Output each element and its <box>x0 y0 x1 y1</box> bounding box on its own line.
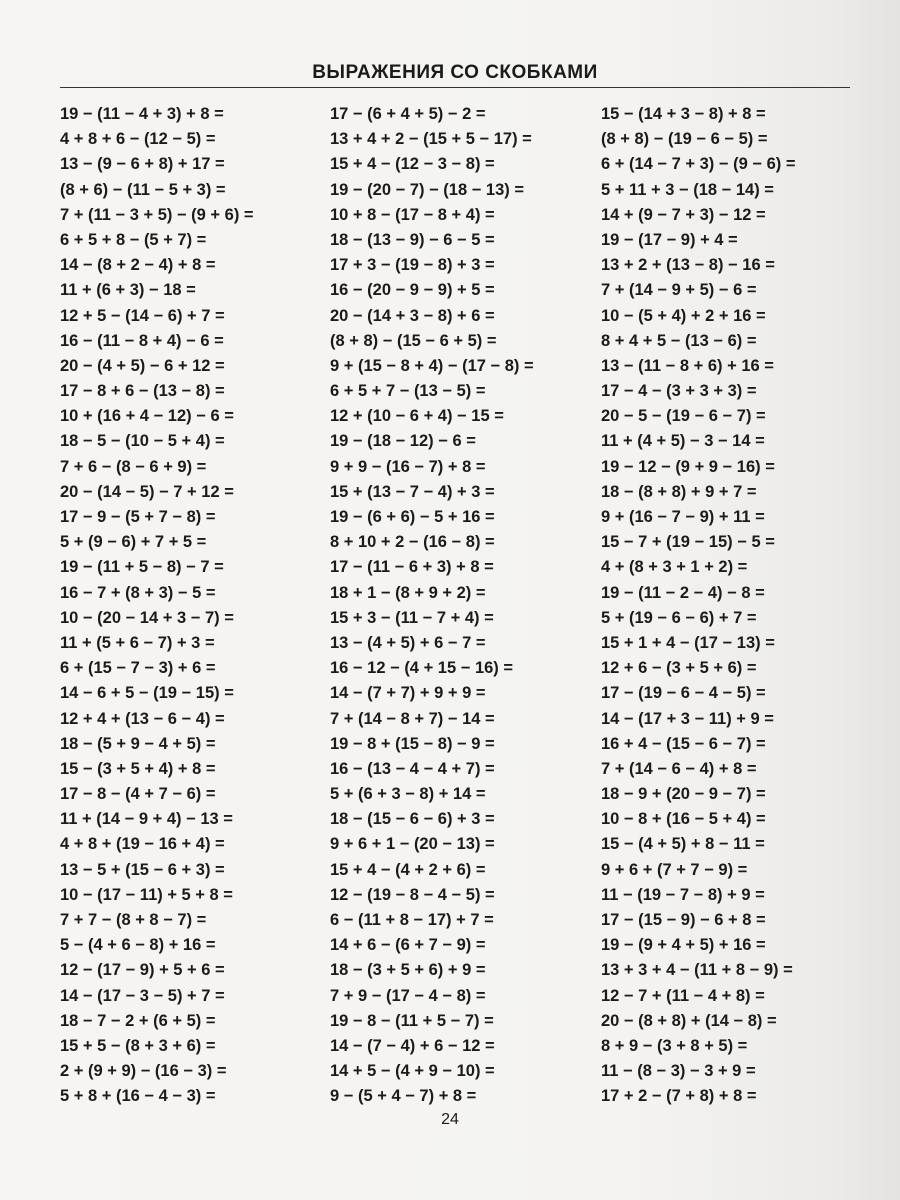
exercise-item: 8 + 9 − (3 + 8 + 5) = <box>601 1036 748 1055</box>
exercise-item: 9 + (15 − 8 + 4) − (17 − 8) = <box>330 356 534 375</box>
exercise-item: 12 − (17 − 9) + 5 + 6 = <box>60 961 225 980</box>
exercise-item: 19 − 8 + (15 − 8) − 9 = <box>330 734 495 753</box>
exercise-item: 16 + 4 − (15 − 6 − 7) = <box>601 734 766 753</box>
exercise-item: 12 − 7 + (11 − 4 + 8) = <box>601 986 765 1005</box>
exercise-item: 19 − 12 − (9 + 9 − 16) = <box>601 457 775 476</box>
page-heading: ВЫРАЖЕНИЯ СО СКОБКАМИ <box>312 62 598 83</box>
exercise-item: 9 + 6 + (7 + 7 − 9) = <box>601 860 748 879</box>
exercise-item: 7 + (14 − 6 − 4) + 8 = <box>601 759 757 778</box>
exercise-item: 18 − (3 + 5 + 6) + 9 = <box>330 961 486 980</box>
exercise-item: 5 − (4 + 6 − 8) + 16 = <box>60 936 216 955</box>
exercise-item: (8 + 8) − (15 − 6 + 5) = <box>330 331 497 350</box>
exercise-item: 6 + (15 − 7 − 3) + 6 = <box>60 659 216 678</box>
exercise-column-1 <box>60 102 254 1110</box>
exercise-item: 14 − (17 + 3 − 11) + 9 = <box>601 709 774 728</box>
exercise-item: 11 − (8 − 3) − 3 + 9 = <box>601 1062 756 1081</box>
exercise-item: 19 − (11 − 4 + 3) + 8 = <box>60 105 224 123</box>
exercise-item: 20 − (8 + 8) + (14 − 8) = <box>601 1011 777 1030</box>
exercise-item: 18 − 7 − 2 + (6 + 5) = <box>60 1011 216 1030</box>
exercise-item: 4 + (8 + 3 + 1 + 2) = <box>601 558 748 577</box>
exercise-item: 20 − 5 − (19 − 6 − 7) = <box>601 407 766 426</box>
exercise-item: 12 + 5 − (14 − 6) + 7 = <box>60 306 225 325</box>
exercise-item: 11 + (6 + 3) − 18 = <box>60 281 196 300</box>
exercise-item: 7 + (11 − 3 + 5) − (9 + 6) = <box>60 205 254 224</box>
exercise-item: 6 + (14 − 7 + 3) − (9 − 6) = <box>601 155 796 174</box>
exercise-item: 19 − (9 + 4 + 5) + 16 = <box>601 936 766 955</box>
exercise-item: 10 + (16 + 4 − 12) − 6 = <box>60 407 234 426</box>
exercise-item: 5 + (9 − 6) + 7 + 5 = <box>60 533 207 552</box>
exercise-item: 7 + 7 − (8 + 8 − 7) = <box>60 911 207 929</box>
exercise-item: 12 + 4 + (13 − 6 − 4) = <box>60 709 225 728</box>
exercise-item: 14 + 5 − (4 + 9 − 10) = <box>330 1062 495 1081</box>
exercise-item: (8 + 8) − (19 − 6 − 5) = <box>601 130 768 149</box>
exercise-item: 8 + 10 + 2 − (16 − 8) = <box>330 533 495 552</box>
exercise-item: 17 − (19 − 6 − 4 − 5) = <box>601 684 766 703</box>
exercise-item: 17 − 9 − (5 + 7 − 8) = <box>60 508 216 526</box>
exercise-item: 6 − (11 + 8 − 17) + 7 = <box>330 911 494 929</box>
exercise-item: 18 − (5 + 9 − 4 + 5) = <box>60 734 216 753</box>
exercise-item: 17 + 2 − (7 + 8) + 8 = <box>601 1087 757 1106</box>
exercise-item: 19 − (11 + 5 − 8) − 7 = <box>60 558 224 577</box>
exercise-item: 12 − (19 − 8 − 4 − 5) = <box>330 885 495 904</box>
exercise-item: 9 + (16 − 7 − 9) + 11 = <box>601 508 765 526</box>
exercise-item: 7 + 9 − (17 − 4 − 8) = <box>330 986 486 1005</box>
exercise-item: 13 − (9 − 6 + 8) + 17 = <box>60 155 225 174</box>
exercise-item: 14 − (8 + 2 − 4) + 8 = <box>60 256 216 275</box>
exercise-item: 18 − 5 − (10 − 5 + 4) = <box>60 432 225 451</box>
exercise-item: 15 + 3 − (11 − 7 + 4) = <box>330 608 494 627</box>
exercise-item: 15 − (14 + 3 − 8) + 8 = <box>601 105 766 123</box>
exercise-item: 19 − (17 − 9) + 4 = <box>601 230 738 249</box>
exercise-item: 18 − 9 + (20 − 9 − 7) = <box>601 785 766 804</box>
exercise-item: 18 − (15 − 6 − 6) + 3 = <box>330 810 495 829</box>
exercise-item: 15 + 4 − (12 − 3 − 8) = <box>330 155 495 174</box>
exercise-item: 19 − (6 + 6) − 5 + 16 = <box>330 508 495 526</box>
exercise-item: 7 + 6 − (8 − 6 + 9) = <box>60 457 207 476</box>
exercise-item: 20 − (4 + 5) − 6 + 12 = <box>60 356 225 375</box>
heading-underline <box>60 87 850 88</box>
exercise-item: 11 + (5 + 6 − 7) + 3 = <box>60 633 215 652</box>
exercise-item: 13 + 3 + 4 − (11 + 8 − 9) = <box>601 961 793 980</box>
exercise-item: 17 − 4 − (3 + 3 + 3) = <box>601 382 757 401</box>
exercise-item: 5 + 8 + (16 − 4 − 3) = <box>60 1087 216 1106</box>
exercise-item: 10 − 8 + (16 − 5 + 4) = <box>601 810 766 829</box>
exercise-item: 15 − 7 + (19 − 15) − 5 = <box>601 533 775 552</box>
exercise-item: 10 − (20 − 14 + 3 − 7) = <box>60 608 234 627</box>
exercise-item: 13 + 2 + (13 − 8) − 16 = <box>601 256 775 275</box>
exercise-item: 2 + (9 + 9) − (16 − 3) = <box>60 1062 227 1081</box>
exercise-item: 19 − (11 − 2 − 4) − 8 = <box>601 583 765 602</box>
exercise-item: 5 + (6 + 3 − 8) + 14 = <box>330 785 486 804</box>
exercise-item: 13 − (4 + 5) + 6 − 7 = <box>330 633 486 652</box>
exercise-item: 18 + 1 − (8 + 9 + 2) = <box>330 583 486 602</box>
page-number: 24 <box>441 1111 459 1128</box>
exercise-item: 17 − 8 + 6 − (13 − 8) = <box>60 382 225 401</box>
exercise-item: 17 − (6 + 4 + 5) − 2 = <box>330 105 486 123</box>
exercise-item: 16 − 7 + (8 + 3) − 5 = <box>60 583 216 602</box>
exercise-item: 13 − 5 + (15 − 6 + 3) = <box>60 860 225 879</box>
exercise-item: 15 + 5 − (8 + 3 + 6) = <box>60 1036 216 1055</box>
exercise-item: 14 − (17 − 3 − 5) + 7 = <box>60 986 225 1005</box>
exercise-item: 11 + (4 + 5) − 3 − 14 = <box>601 432 765 451</box>
exercise-item: 19 − (20 − 7) − (18 − 13) = <box>330 180 525 199</box>
exercise-item: 5 + 11 + 3 − (18 − 14) = <box>601 180 774 199</box>
exercise-item: 9 + 6 + 1 − (20 − 13) = <box>330 835 495 854</box>
exercise-item: 19 − 8 − (11 + 5 − 7) = <box>330 1011 494 1030</box>
exercise-item: 15 − (3 + 5 + 4) + 8 = <box>60 759 216 778</box>
exercise-item: 14 − (7 − 4) + 6 − 12 = <box>330 1036 495 1055</box>
exercise-item: 12 + 6 − (3 + 5 + 6) = <box>601 659 757 678</box>
exercise-item: 6 + 5 + 8 − (5 + 7) = <box>60 230 207 249</box>
exercise-item: 20 − (14 + 3 − 8) + 6 = <box>330 306 495 325</box>
exercise-item: 16 − 12 − (4 + 15 − 16) = <box>330 659 514 678</box>
exercise-item: 14 − (7 + 7) + 9 + 9 = <box>330 684 486 703</box>
exercise-item: 17 − (11 − 6 + 3) + 8 = <box>330 558 494 577</box>
exercise-item: 17 − 8 − (4 + 7 − 6) = <box>60 785 216 804</box>
exercise-item: 20 − (14 − 5) − 7 + 12 = <box>60 482 234 501</box>
exercise-item: 17 − (15 − 9) − 6 + 8 = <box>601 911 766 929</box>
exercise-item: 15 + 1 + 4 − (17 − 13) = <box>601 633 775 652</box>
exercise-item: 4 + 8 + 6 − (12 − 5) = <box>60 130 216 149</box>
exercise-item: 16 − (11 − 8 + 4) − 6 = <box>60 331 224 350</box>
exercise-item: 9 − (5 + 4 − 7) + 8 = <box>330 1087 477 1106</box>
exercise-column-3 <box>601 102 795 1110</box>
exercise-item: 14 − 6 + 5 − (19 − 15) = <box>60 684 234 703</box>
exercise-item: 9 + 9 − (16 − 7) + 8 = <box>330 457 486 476</box>
exercise-item: 10 − (5 + 4) + 2 + 16 = <box>601 306 766 325</box>
exercise-item: 10 + 8 − (17 − 8 + 4) = <box>330 205 495 224</box>
exercise-item: 10 − (17 − 11) + 5 + 8 = <box>60 885 233 904</box>
exercise-item: 5 + (19 − 6 − 6) + 7 = <box>601 608 757 627</box>
exercise-item: 18 − (8 + 8) + 9 + 7 = <box>601 482 757 501</box>
exercise-item: 19 − (18 − 12) − 6 = <box>330 432 476 451</box>
exercise-item: 14 + 6 − (6 + 7 − 9) = <box>330 936 486 955</box>
exercise-item: 16 − (20 − 9 − 9) + 5 = <box>330 281 495 300</box>
exercise-item: 15 + (13 − 7 − 4) + 3 = <box>330 482 495 501</box>
exercise-item: 4 + 8 + (19 − 16 + 4) = <box>60 835 225 854</box>
exercise-item: 8 + 4 + 5 − (13 − 6) = <box>601 331 757 350</box>
exercise-item: 7 + (14 − 9 + 5) − 6 = <box>601 281 757 300</box>
exercise-item: 7 + (14 − 8 + 7) − 14 = <box>330 709 495 728</box>
exercise-item: 16 − (13 − 4 − 4 + 7) = <box>330 759 495 778</box>
exercise-item: 18 − (13 − 9) − 6 − 5 = <box>330 230 495 249</box>
exercise-item: 15 − (4 + 5) + 8 − 11 = <box>601 835 765 854</box>
exercise-item: 6 + 5 + 7 − (13 − 5) = <box>330 382 486 401</box>
exercise-item: 13 − (11 − 8 + 6) + 16 = <box>601 356 774 375</box>
exercise-column-2 <box>330 102 534 1110</box>
exercise-item: 13 + 4 + 2 − (15 + 5 − 17) = <box>330 130 532 149</box>
exercise-item: 11 − (19 − 7 − 8) + 9 = <box>601 885 765 904</box>
exercise-item: (8 + 6) − (11 − 5 + 3) = <box>60 180 226 199</box>
exercise-item: 17 + 3 − (19 − 8) + 3 = <box>330 256 495 275</box>
exercise-item: 15 + 4 − (4 + 2 + 6) = <box>330 860 486 879</box>
exercise-item: 12 + (10 − 6 + 4) − 15 = <box>330 407 504 426</box>
exercise-item: 14 + (9 − 7 + 3) − 12 = <box>601 205 766 224</box>
exercise-item: 11 + (14 − 9 + 4) − 13 = <box>60 810 233 829</box>
